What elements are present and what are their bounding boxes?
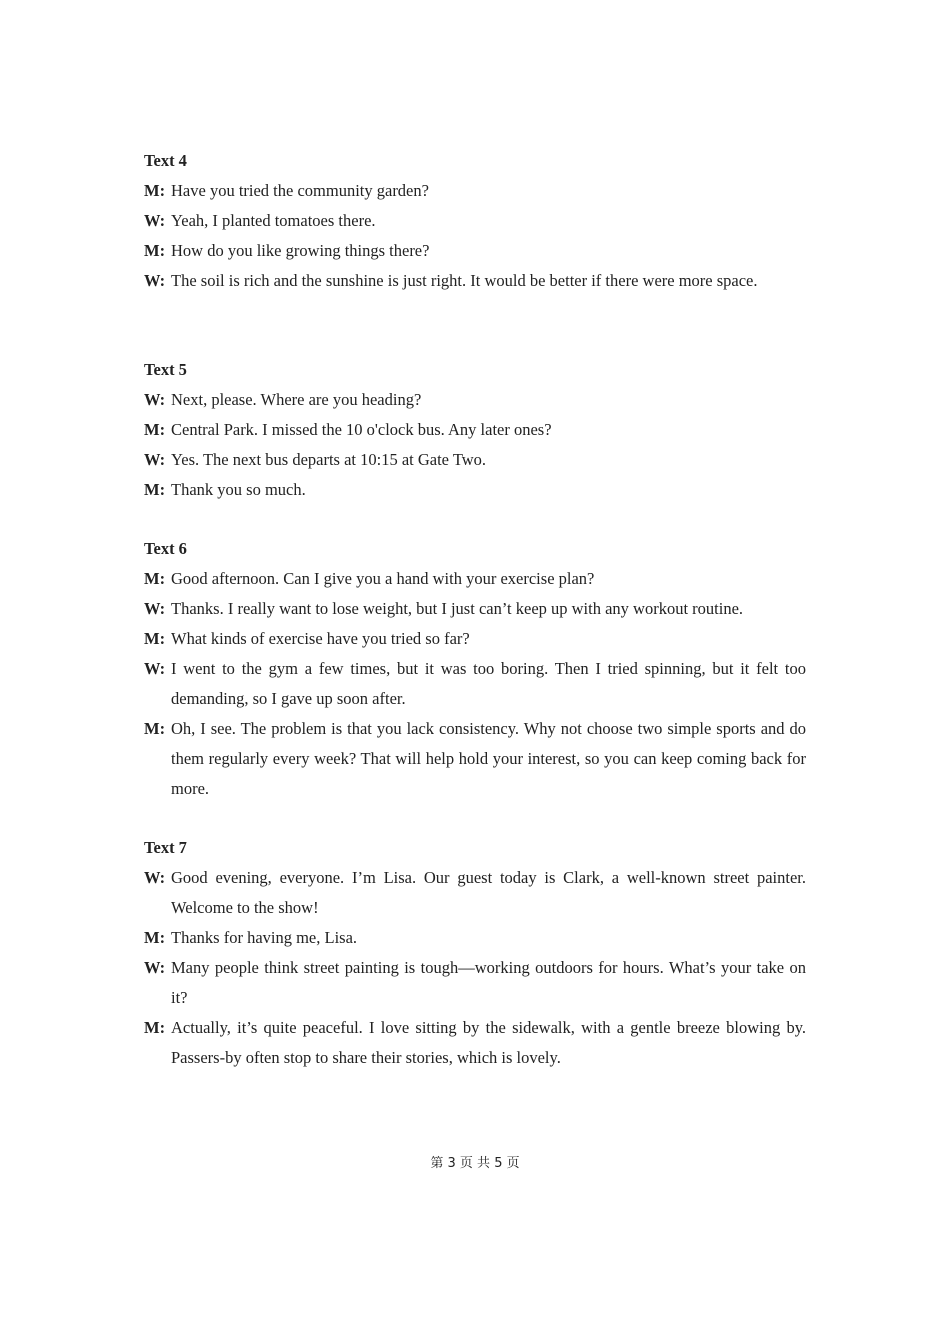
speaker-label: M: bbox=[144, 241, 166, 260]
speaker-label: M: bbox=[144, 719, 166, 738]
dialogue-line bbox=[144, 624, 806, 654]
dialogue-text: Actually, it’s quite peaceful. I love sitting by the sidewalk, with a gentle breeze blowing by. Passers-by often stop to share their stories, which is lovely. bbox=[171, 1018, 806, 1067]
section-text-5 bbox=[144, 355, 806, 505]
dialogue-line bbox=[144, 863, 806, 923]
speaker-label: M: bbox=[144, 1018, 166, 1037]
dialogue-text: I went to the gym a few times, but it was too boring. Then I tried spinning, but it felt too demanding, so I gave up soon after. bbox=[171, 659, 806, 708]
dialogue-line bbox=[144, 445, 806, 475]
dialogue-line bbox=[144, 1013, 806, 1073]
dialogue-text: Thanks. I really want to lose weight, but I just can’t keep up with any workout routine. bbox=[171, 599, 744, 618]
dialogue-text: Good evening, everyone. I’m Lisa. Our guest today is Clark, a well-known street painter. Welcome to the show! bbox=[171, 868, 806, 917]
dialogue-text: Central Park. I missed the 10 o'clock bus. Any later ones? bbox=[171, 420, 552, 439]
section-title: Text 5 bbox=[144, 360, 187, 379]
dialogue-line bbox=[144, 594, 806, 624]
dialogue-text: The soil is rich and the sunshine is just right. It would be better if there were more space. bbox=[171, 271, 758, 290]
speaker-label: M: bbox=[144, 629, 166, 648]
dialogue-line bbox=[144, 714, 806, 804]
section-title: Text 4 bbox=[144, 151, 187, 170]
speaker-label: M: bbox=[144, 928, 166, 947]
section-text-4 bbox=[144, 146, 806, 296]
speaker-label: W: bbox=[144, 599, 166, 618]
dialogue-text: Thanks for having me, Lisa. bbox=[171, 928, 358, 947]
dialogue-line bbox=[144, 236, 806, 266]
speaker-label: W: bbox=[144, 211, 166, 230]
speaker-label: W: bbox=[144, 659, 166, 678]
dialogue-text: Have you tried the community garden? bbox=[171, 181, 429, 200]
dialogue-text: How do you like growing things there? bbox=[171, 241, 430, 260]
dialogue-line bbox=[144, 176, 806, 206]
dialogue-line bbox=[144, 415, 806, 445]
speaker-label: W: bbox=[144, 958, 166, 977]
section-text-7 bbox=[144, 833, 806, 1073]
speaker-label: W: bbox=[144, 868, 166, 887]
dialogue-line bbox=[144, 654, 806, 714]
dialogue-text: Yeah, I planted tomatoes there. bbox=[171, 211, 376, 230]
speaker-label: W: bbox=[144, 390, 166, 409]
section-spacer bbox=[144, 804, 806, 833]
section-title: Text 7 bbox=[144, 838, 187, 857]
dialogue-text: Oh, I see. The problem is that you lack consistency. Why not choose two simple sports and do them regularly every week? That will help hold your interest, so you can keep coming back for more. bbox=[171, 719, 806, 798]
speaker-label: W: bbox=[144, 450, 166, 469]
dialogue-text: What kinds of exercise have you tried so far? bbox=[171, 629, 470, 648]
speaker-label: M: bbox=[144, 480, 166, 499]
page-footer: 第 3 页 共 5 页 bbox=[430, 1156, 520, 1171]
dialogue-line bbox=[144, 953, 806, 1013]
dialogue-line bbox=[144, 475, 806, 505]
section-title: Text 6 bbox=[144, 539, 187, 558]
speaker-label: M: bbox=[144, 569, 166, 588]
dialogue-line bbox=[144, 564, 806, 594]
dialogue-line bbox=[144, 266, 806, 296]
dialogue-text: Yes. The next bus departs at 10:15 at Gate Two. bbox=[171, 450, 487, 469]
dialogue-text: Good afternoon. Can I give you a hand with your exercise plan? bbox=[171, 569, 595, 588]
transcript-content bbox=[144, 146, 806, 1073]
dialogue-line bbox=[144, 206, 806, 236]
dialogue-text: Thank you so much. bbox=[171, 480, 306, 499]
section-spacer bbox=[144, 505, 806, 534]
dialogue-text: Many people think street painting is tough—working outdoors for hours. What’s your take on it? bbox=[171, 958, 806, 1007]
speaker-label: W: bbox=[144, 271, 166, 290]
dialogue-text: Next, please. Where are you heading? bbox=[171, 390, 422, 409]
speaker-label: M: bbox=[144, 420, 166, 439]
dialogue-line bbox=[144, 385, 806, 415]
section-text-6 bbox=[144, 534, 806, 804]
section-spacer bbox=[144, 296, 806, 355]
dialogue-line bbox=[144, 923, 806, 953]
speaker-label: M: bbox=[144, 181, 166, 200]
